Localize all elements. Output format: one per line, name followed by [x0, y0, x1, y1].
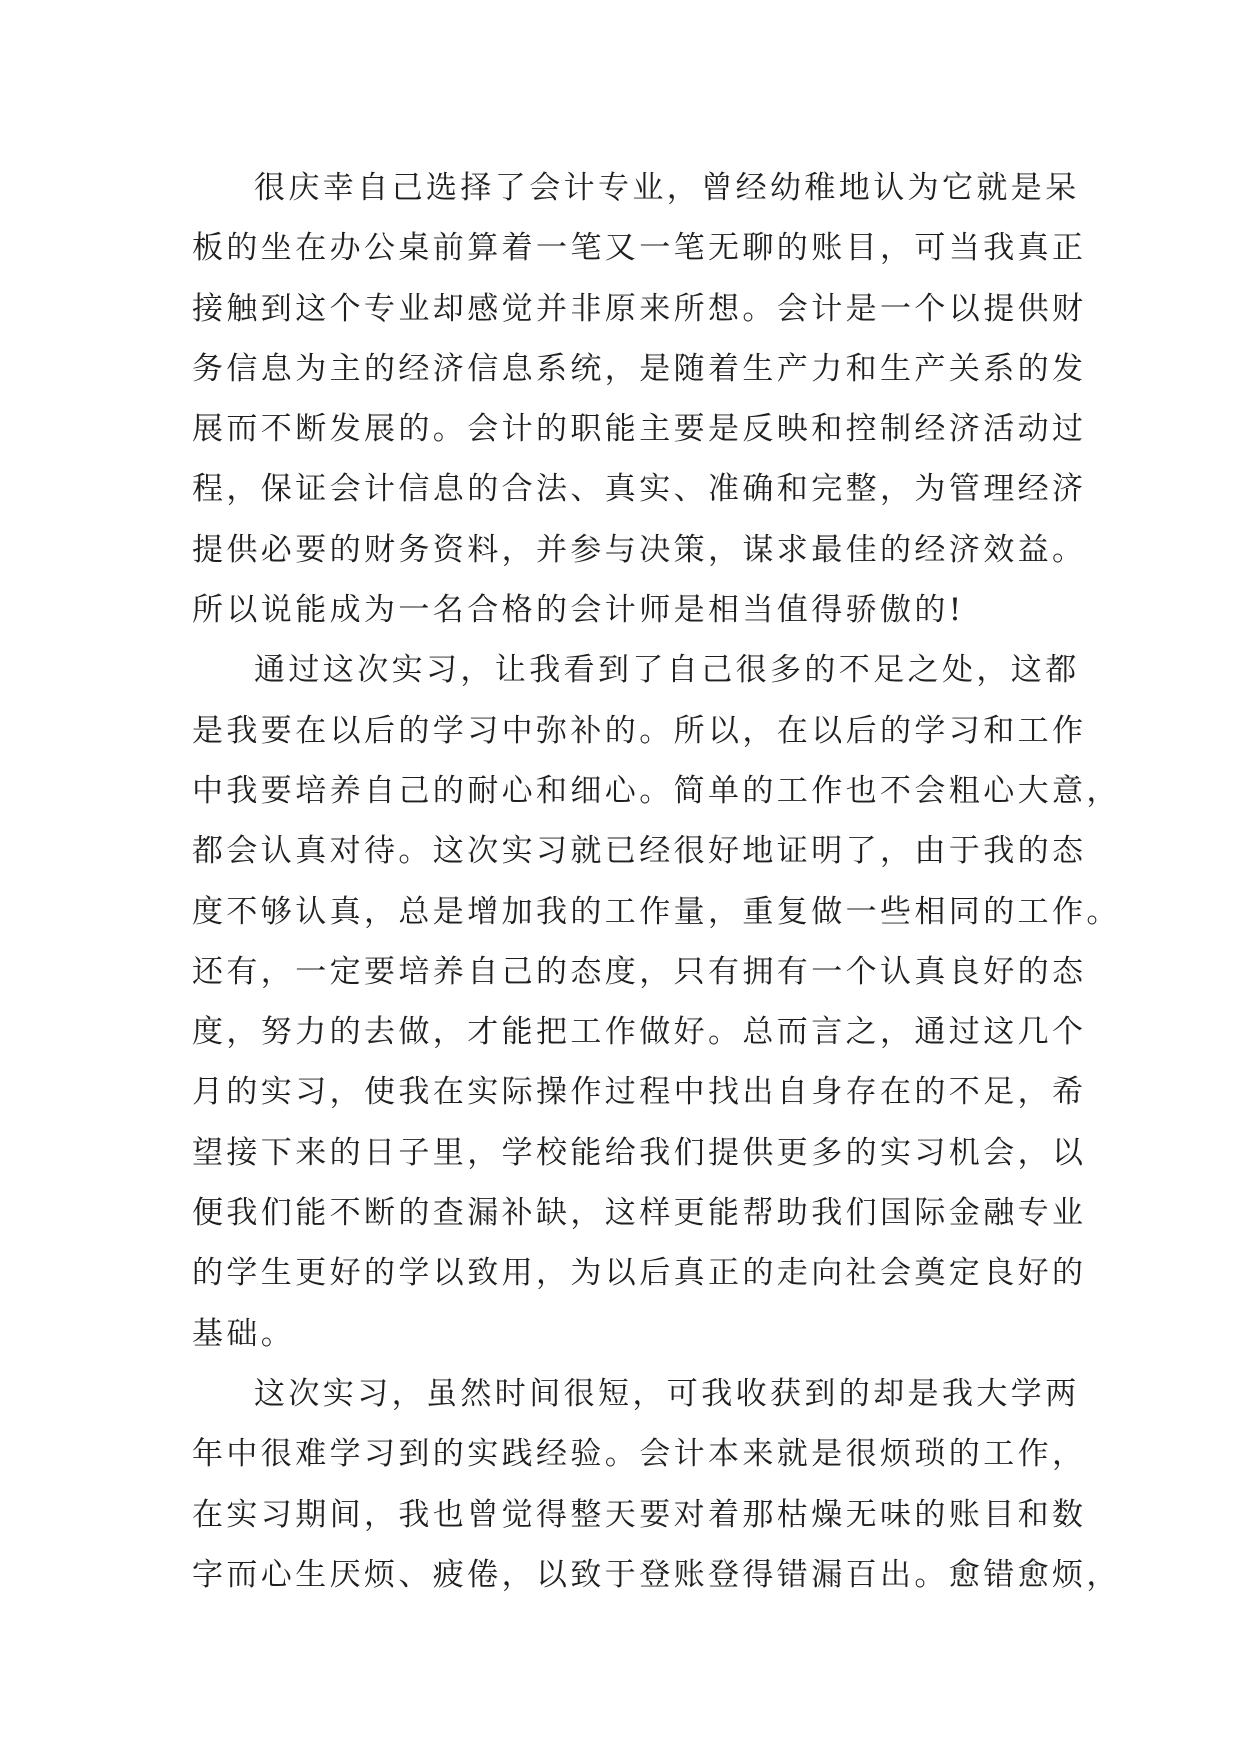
text-line: 务信息为主的经济信息系统，是随着生产力和生产关系的发	[192, 350, 1087, 387]
text-line: 程，保证会计信息的合法、真实、准确和完整，为管理经济	[192, 471, 1087, 508]
text-line: 基础。	[192, 1315, 296, 1352]
text-line: 望接下来的日子里，学校能给我们提供更多的实习机会，以	[192, 1134, 1087, 1171]
paragraph-3	[192, 1364, 1121, 1605]
document-body	[192, 158, 1121, 1605]
text-line: 板的坐在办公桌前算着一笔又一笔无聊的账目，可当我真正	[192, 230, 1087, 267]
text-line: 的学生更好的学以致用，为以后真正的走向社会奠定良好的	[192, 1255, 1087, 1292]
text-line: 字而心生厌烦、疲倦，以致于登账登得错漏百出。愈错愈烦，	[192, 1556, 1121, 1593]
text-line: 通过这次实习，让我看到了自己很多的不足之处，这都	[254, 652, 1080, 689]
text-line: 很庆幸自己选择了会计专业，曾经幼稚地认为它就是呆	[254, 170, 1080, 206]
paragraph-2	[192, 640, 1121, 1364]
text-line: 提供必要的财务资料，并参与决策，谋求最佳的经济效益。	[192, 531, 1087, 568]
text-line: 年中很难学习到的实践经验。会计本来就是很烦琐的工作，	[192, 1436, 1087, 1473]
text-line: 度，努力的去做，才能把工作做好。总而言之，通过这几个	[192, 1014, 1087, 1051]
paragraph-1	[192, 158, 1087, 640]
text-line: 中我要培养自己的耐心和细心。简单的工作也不会粗心大意，	[192, 772, 1121, 809]
text-line: 都会认真对待。这次实习就已经很好地证明了，由于我的态	[192, 833, 1087, 870]
text-line: 还有，一定要培养自己的态度，只有拥有一个认真良好的态	[192, 953, 1087, 990]
text-line: 便我们能不断的查漏补缺，这样更能帮助我们国际金融专业	[192, 1195, 1087, 1232]
text-line: 展而不断发展的。会计的职能主要是反映和控制经济活动过	[192, 411, 1087, 448]
text-line: 月的实习，使我在实际操作过程中找出自身存在的不足，希	[192, 1074, 1087, 1111]
text-line: 接触到这个专业却感觉并非原来所想。会计是一个以提供财	[192, 290, 1087, 327]
text-line: 度不够认真，总是增加我的工作量，重复做一些相同的工作。	[192, 893, 1121, 930]
text-line: 所以说能成为一名合格的会计师是相当值得骄傲的!	[192, 592, 965, 629]
text-line: 这次实习，虽然时间很短，可我收获到的却是我大学两	[254, 1375, 1080, 1412]
text-line: 是我要在以后的学习中弥补的。所以，在以后的学习和工作	[192, 712, 1087, 749]
text-line: 在实习期间，我也曾觉得整天要对着那枯燥无味的账目和数	[192, 1496, 1087, 1533]
